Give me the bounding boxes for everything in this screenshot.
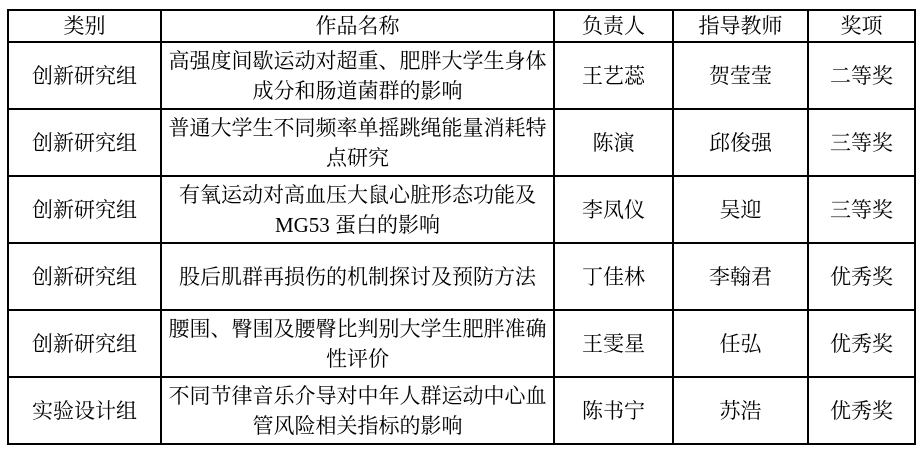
table-row <box>8 176 915 243</box>
table-row <box>8 377 915 444</box>
cell-award: 二等奖 <box>808 42 915 109</box>
header-category: 类别 <box>8 10 161 42</box>
cell-category: 实验设计组 <box>8 377 161 444</box>
cell-category: 创新研究组 <box>8 310 161 377</box>
cell-title: 普通大学生不同频率单摇跳绳能量消耗特点研究 <box>161 109 554 176</box>
cell-advisor: 李翰君 <box>673 243 808 310</box>
cell-category: 创新研究组 <box>8 109 161 176</box>
cell-leader: 陈演 <box>554 109 673 176</box>
cell-leader: 丁佳林 <box>554 243 673 310</box>
cell-leader: 王雯星 <box>554 310 673 377</box>
table-row <box>8 243 915 310</box>
cell-award: 三等奖 <box>808 176 915 243</box>
cell-title: 高强度间歇运动对超重、肥胖大学生身体成分和肠道菌群的影响 <box>161 42 554 109</box>
cell-advisor: 苏浩 <box>673 377 808 444</box>
cell-leader: 陈书宁 <box>554 377 673 444</box>
cell-leader: 李凤仪 <box>554 176 673 243</box>
cell-advisor: 贺莹莹 <box>673 42 808 109</box>
cell-title: 腰围、臀围及腰臀比判别大学生肥胖准确性评价 <box>161 310 554 377</box>
cell-title: 有氧运动对高血压大鼠心脏形态功能及 MG53 蛋白的影响 <box>161 176 554 243</box>
cell-award: 优秀奖 <box>808 310 915 377</box>
header-advisor: 指导教师 <box>673 10 808 42</box>
table-row <box>8 42 915 109</box>
header-award: 奖项 <box>808 10 915 42</box>
cell-award: 三等奖 <box>808 109 915 176</box>
cell-advisor: 吴迎 <box>673 176 808 243</box>
cell-title: 不同节律音乐介导对中年人群运动中心血管风险相关指标的影响 <box>161 377 554 444</box>
header-title: 作品名称 <box>161 10 554 42</box>
header-leader: 负责人 <box>554 10 673 42</box>
cell-category: 创新研究组 <box>8 42 161 109</box>
table-header-row <box>8 10 915 42</box>
cell-title: 股后肌群再损伤的机制探讨及预防方法 <box>161 243 554 310</box>
table-row <box>8 109 915 176</box>
cell-award: 优秀奖 <box>808 377 915 444</box>
table-row <box>8 310 915 377</box>
awards-table <box>7 9 916 445</box>
cell-advisor: 任弘 <box>673 310 808 377</box>
cell-advisor: 邱俊强 <box>673 109 808 176</box>
cell-category: 创新研究组 <box>8 243 161 310</box>
cell-leader: 王艺蕊 <box>554 42 673 109</box>
cell-category: 创新研究组 <box>8 176 161 243</box>
cell-award: 优秀奖 <box>808 243 915 310</box>
